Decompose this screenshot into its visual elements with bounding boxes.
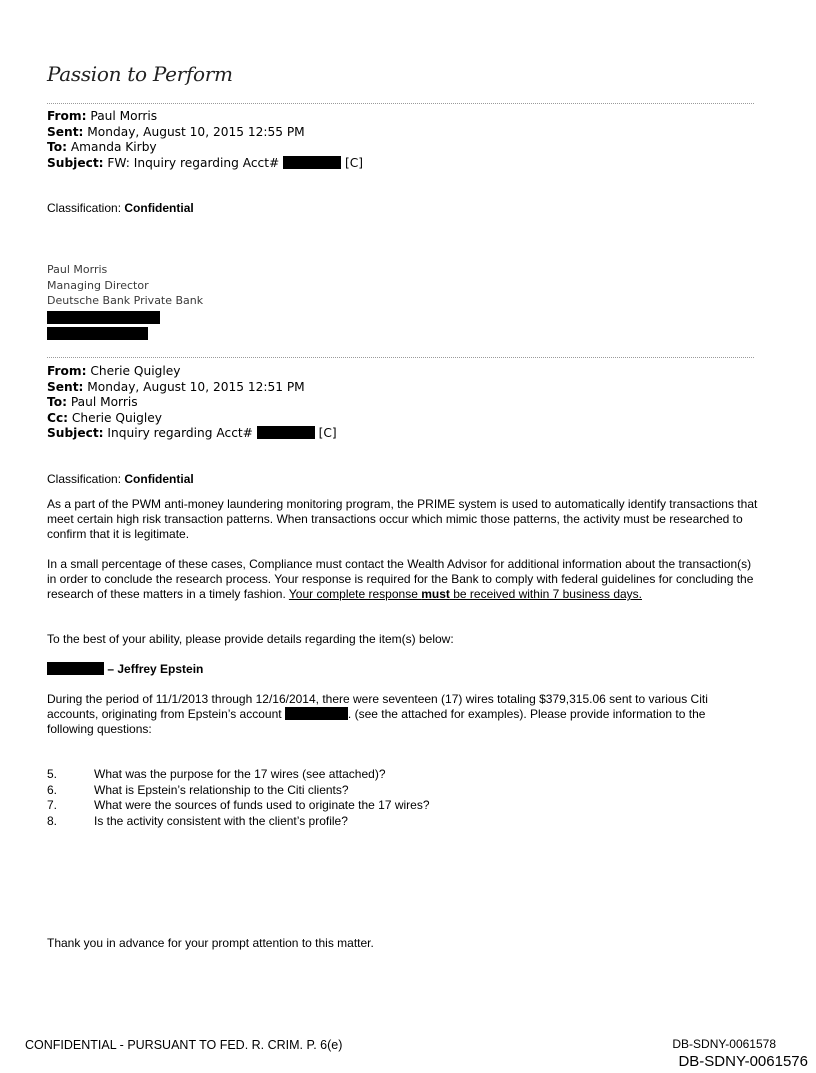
redaction-box xyxy=(285,707,348,720)
paragraph: As a part of the PWM anti-money laundering monitoring program, the PRIME system is used to automatically identify transactions that meet certain high risk transaction patterns. When transactions occur which mimic those patterns, the activity must be researched to confirm that it is legitimate. xyxy=(47,497,758,541)
underlined-text: be received within 7 business days. xyxy=(449,587,642,601)
passion-to-perform-logo: Passion to Perform xyxy=(47,62,233,86)
from-value: Paul Morris xyxy=(90,109,158,123)
to-label: To: xyxy=(47,395,67,409)
redaction-box xyxy=(47,311,160,324)
paragraph xyxy=(47,557,759,602)
classification-label: Classification: xyxy=(47,201,122,215)
paragraph xyxy=(47,692,753,737)
signature-title: Managing Director xyxy=(47,278,149,292)
underlined-bold-text: must xyxy=(421,587,450,601)
list-number: 7. xyxy=(47,798,58,812)
redaction-box xyxy=(47,327,148,340)
email1-header xyxy=(47,109,363,171)
list-item xyxy=(47,798,430,814)
item-heading-text: – Jeffrey Epstein xyxy=(107,662,204,676)
bates-number: DB-SDNY-0061578 xyxy=(672,1037,776,1051)
paragraph: To the best of your ability, please provide details regarding the item(s) below: xyxy=(47,632,454,646)
list-item xyxy=(47,767,430,783)
to-value: Amanda Kirby xyxy=(70,140,157,154)
subject-label: Subject: xyxy=(47,155,104,170)
list-number: 6. xyxy=(47,782,58,797)
list-text: What were the sources of funds used to originate the 17 wires? xyxy=(94,798,430,812)
list-number: 5. xyxy=(47,767,58,781)
cc-label: Cc: xyxy=(47,410,69,425)
cc-value: Cherie Quigley xyxy=(71,410,162,425)
divider xyxy=(47,103,754,104)
bates-number-large: DB-SDNY-0061576 xyxy=(678,1053,808,1070)
to-label: To: xyxy=(47,140,67,154)
sent-label: Sent: xyxy=(47,124,84,139)
from-label: From: xyxy=(47,109,87,123)
classification-value: Confidential xyxy=(124,472,194,486)
email2-header xyxy=(47,364,337,442)
paragraph-text: . (see the attached for examples). Please provide information to the following questions: xyxy=(47,707,706,736)
question-list xyxy=(47,767,430,829)
list-text: What was the purpose for the 17 wires (see attached)? xyxy=(94,767,386,781)
sent-value: Monday, August 10, 2015 12:55 PM xyxy=(87,124,305,139)
closing-line: Thank you in advance for your prompt attention to this matter. xyxy=(47,936,374,950)
classification-label: Classification: xyxy=(47,472,122,486)
subject-label: Subject: xyxy=(47,426,104,440)
signature-company: Deutsche Bank Private Bank xyxy=(47,294,204,307)
subject-suffix: [C] xyxy=(344,155,364,170)
sent-value: Monday, August 10, 2015 12:51 PM xyxy=(87,379,305,394)
subject-value: Inquiry regarding Acct# xyxy=(107,426,253,440)
divider xyxy=(47,357,754,358)
item-heading xyxy=(47,662,759,677)
list-item xyxy=(47,783,430,799)
sent-label: Sent: xyxy=(47,379,84,394)
confidential-footer: CONFIDENTIAL - PURSUANT TO FED. R. CRIM. P. 6(e) xyxy=(25,1038,343,1052)
subject-value: FW: Inquiry regarding Acct# xyxy=(107,155,280,170)
signature-name: Paul Morris xyxy=(47,263,108,276)
from-value: Cherie Quigley xyxy=(90,364,181,378)
signature-block xyxy=(47,262,203,309)
paragraph-text: During the period of 11/1/2013 through 12/16/2014, there were seventeen (17) wires totaling $379,315.06 sent to various Citi accounts, originating from Epstein’s account xyxy=(47,692,708,721)
list-text: What is Epstein’s relationship to the Citi clients? xyxy=(94,782,349,797)
redaction-box xyxy=(283,156,341,169)
from-label: From: xyxy=(47,364,87,378)
list-text: Is the activity consistent with the client’s profile? xyxy=(94,813,348,828)
paragraph-text: In a small percentage of these cases, Compliance must contact the Wealth Advisor for additional information about the transaction(s) in order to conclude the research process. Your response is required for the Bank to comply with federal guidelines for concluding the research of these matters in a timely fashion. xyxy=(47,557,754,601)
email1-classification xyxy=(47,201,759,216)
email2-classification xyxy=(47,472,759,487)
underlined-text: Your complete response xyxy=(288,587,422,601)
list-item xyxy=(47,814,430,830)
to-value: Paul Morris xyxy=(70,395,138,409)
subject-suffix: [C] xyxy=(318,426,337,440)
list-number: 8. xyxy=(47,813,58,828)
classification-value: Confidential xyxy=(124,201,194,215)
redaction-box xyxy=(257,426,315,439)
redaction-box xyxy=(47,662,104,675)
